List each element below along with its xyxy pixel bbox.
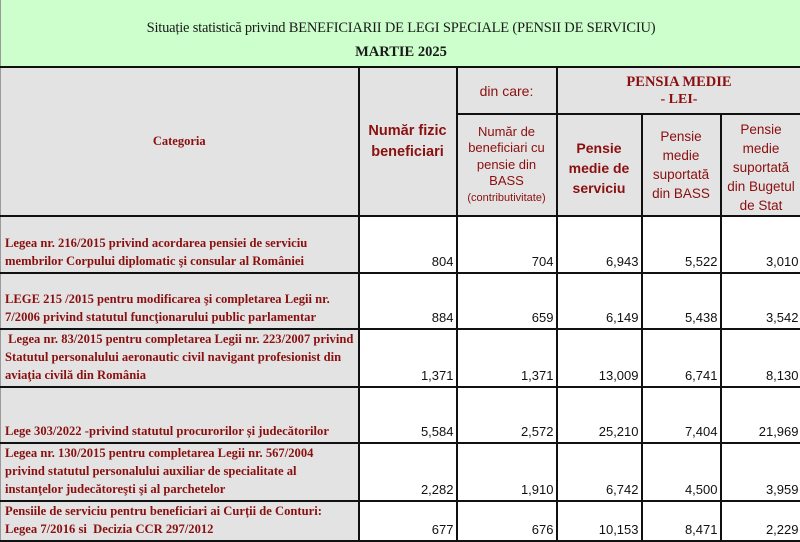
cell-pensie-bass: 4,500 bbox=[642, 443, 721, 501]
cell-pensie-buget: 3,542 bbox=[721, 273, 800, 329]
report-title-band bbox=[0, 0, 800, 66]
statistics-table bbox=[0, 66, 800, 542]
cell-pensie-serviciu: 10,153 bbox=[557, 501, 642, 541]
numar-bass-label: Număr de beneficiari cu pensie din BASS bbox=[461, 124, 553, 190]
cell-pensie-bass: 6,741 bbox=[642, 329, 721, 387]
table-row bbox=[1, 216, 800, 273]
cell-pensie-serviciu: 13,009 bbox=[557, 329, 642, 387]
table-row bbox=[1, 501, 800, 541]
cell-pensie-buget: 3,959 bbox=[721, 443, 800, 501]
cell-categoria: Lege 303/2022 -privind statutul procurorilor și judecătorilor bbox=[1, 387, 359, 443]
cell-categoria: Legea nr. 83/2015 pentru completarea Legii nr. 223/2007 privind Statutul personalului aeronautic civil navigant profesionist din aviaţia civilă din România bbox=[1, 329, 359, 387]
column-header-numar-fizic: Număr fizic beneficiari bbox=[359, 67, 457, 216]
table-row bbox=[1, 443, 800, 501]
cell-pensie-buget: 8,130 bbox=[721, 329, 800, 387]
report-period: MARTIE 2025 bbox=[1, 44, 800, 61]
lei-unit-label: - LEI- bbox=[558, 91, 800, 109]
cell-categoria: Pensiile de serviciu pentru beneficiari ai Curții de Conturi: Legea 7/2016 si Decizia CCR 297/2012 bbox=[1, 501, 359, 541]
cell-numar-bass: 1,371 bbox=[457, 329, 557, 387]
column-header-pensie-bass: Pensie medie suportată din BASS bbox=[642, 114, 721, 216]
cell-numar-fizic: 804 bbox=[359, 216, 457, 273]
report-title: Situație statistică privind BENEFICIARII DE LEGI SPECIALE (PENSII DE SERVICIU) bbox=[1, 20, 800, 37]
cell-numar-fizic: 1,371 bbox=[359, 329, 457, 387]
cell-pensie-bass: 5,438 bbox=[642, 273, 721, 329]
cell-categoria: Legea nr. 216/2015 privind acordarea pensiei de serviciu membrilor Corpului diplomatic şi consular al României bbox=[1, 216, 359, 273]
cell-pensie-buget: 3,010 bbox=[721, 216, 800, 273]
cell-pensie-serviciu: 6,149 bbox=[557, 273, 642, 329]
cell-numar-fizic: 2,282 bbox=[359, 443, 457, 501]
cell-numar-bass: 659 bbox=[457, 273, 557, 329]
cell-pensie-buget: 2,229 bbox=[721, 501, 800, 541]
table-row bbox=[1, 273, 800, 329]
numar-bass-note: (contributivitate) bbox=[461, 190, 553, 207]
column-group-pensia-medie bbox=[557, 67, 800, 114]
cell-pensie-serviciu: 25,210 bbox=[557, 387, 642, 443]
cell-numar-fizic: 5,584 bbox=[359, 387, 457, 443]
column-header-categoria: Categoria bbox=[1, 67, 359, 216]
cell-pensie-serviciu: 6,943 bbox=[557, 216, 642, 273]
cell-numar-bass: 676 bbox=[457, 501, 557, 541]
cell-categoria: Legea nr. 130/2015 pentru completarea Legii nr. 567/2004 privind statutul personalului auxiliar de specialitate al instanţelor judecătoreşti şi al parchetelor bbox=[1, 443, 359, 501]
cell-pensie-bass: 7,404 bbox=[642, 387, 721, 443]
cell-categoria: LEGE 215 /2015 pentru modificarea şi completarea Legii nr. 7/2006 privind statutul funcţionarului public parlamentar bbox=[1, 273, 359, 329]
table-row bbox=[1, 329, 800, 387]
cell-numar-bass: 1,910 bbox=[457, 443, 557, 501]
cell-pensie-bass: 5,522 bbox=[642, 216, 721, 273]
cell-numar-fizic: 677 bbox=[359, 501, 457, 541]
pensia-medie-label: PENSIA MEDIE bbox=[558, 73, 800, 91]
cell-pensie-buget: 21,969 bbox=[721, 387, 800, 443]
table-row bbox=[1, 387, 800, 443]
cell-numar-fizic: 884 bbox=[359, 273, 457, 329]
cell-numar-bass: 2,572 bbox=[457, 387, 557, 443]
cell-numar-bass: 704 bbox=[457, 216, 557, 273]
column-header-din-care: din care: bbox=[457, 67, 557, 114]
cell-pensie-bass: 8,471 bbox=[642, 501, 721, 541]
cell-pensie-serviciu: 6,742 bbox=[557, 443, 642, 501]
column-header-pensie-buget: Pensie medie suportată din Bugetul de Stat bbox=[721, 114, 800, 216]
column-header-numar-bass bbox=[457, 114, 557, 216]
column-header-pensie-serviciu: Pensie medie de serviciu bbox=[557, 114, 642, 216]
